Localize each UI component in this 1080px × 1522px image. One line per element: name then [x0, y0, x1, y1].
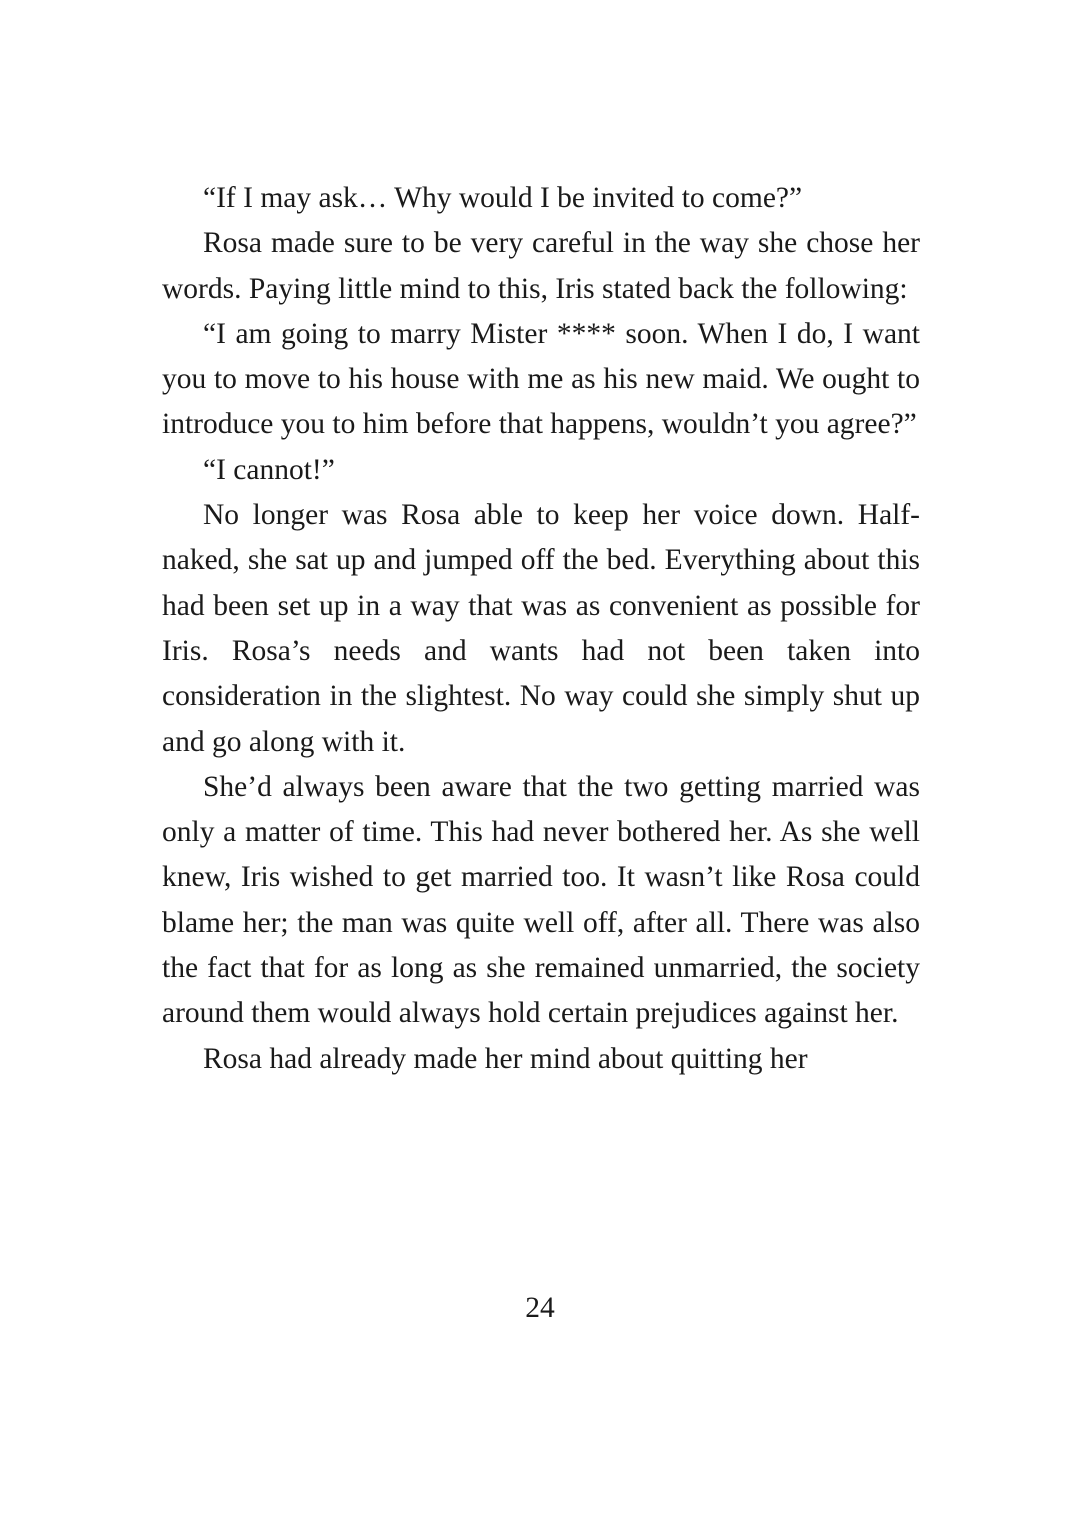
paragraph-2: Rosa made sure to be very careful in the way she chose her words. Paying little mind to this, Iris stated back the following:: [162, 227, 920, 305]
paragraph-7: Rosa had already made her mind about quitting her: [203, 1042, 808, 1075]
page-number: 24: [525, 1292, 555, 1324]
paragraph-1: “If I may ask… Why would I be invited to come?”: [203, 182, 803, 214]
paragraph-5: No longer was Rosa able to keep her voice down. Half-naked, she sat up and jumped off the bed. Everything about this had been set up in a way that was as convenient as possible for Iris. Rosa’s needs and wants had not been taken into consideration in the slightest. No way could she simply shut up and go along with it.: [162, 499, 920, 758]
paragraph-6: She’d always been aware that the two getting married was only a matter of time. This had never bothered her. As she well knew, Iris wished to get married too. It wasn’t like Rosa could blame her; the man was quite well off, after all. There was also the fact that for as long as she remained unmarried, the society around them would always hold certain prejudices against her.: [162, 770, 920, 1030]
body-text: [162, 176, 920, 1082]
paragraph-3: “I am going to marry Mister **** soon. When I do, I want you to move to his house with me as his new maid. We ought to introduce you to him before that happens, wouldn’t you agree?”: [162, 317, 920, 441]
paragraph-4: “I cannot!”: [203, 453, 335, 486]
